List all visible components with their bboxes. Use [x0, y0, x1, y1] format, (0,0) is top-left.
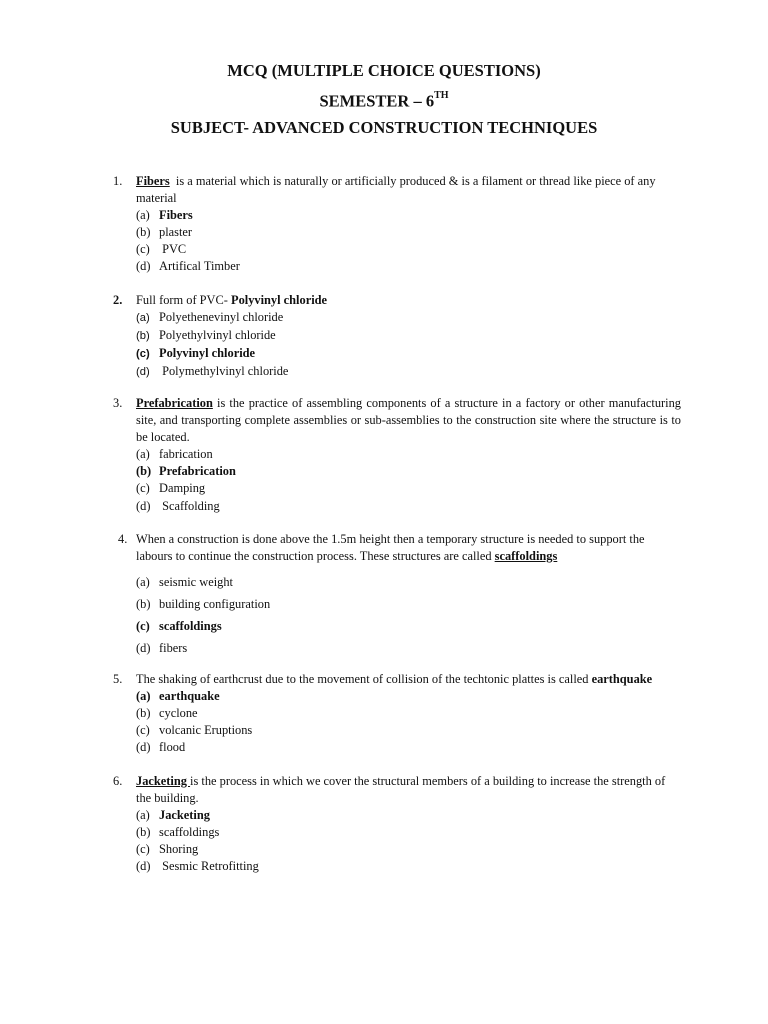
option-b	[136, 224, 681, 241]
option-a	[136, 688, 681, 705]
question-number: 3.	[113, 396, 123, 410]
stem-text: is a material which is naturally or artificially produced & is a filament or thread like piece of any material	[136, 174, 659, 206]
option-label: (c)	[136, 242, 150, 257]
option-label: (d)	[136, 498, 151, 513]
option-c	[136, 241, 681, 258]
subject-line: SUBJECT- ADVANCED CONSTRUCTION TECHNIQUES	[170, 117, 598, 137]
option-label: (d)	[136, 641, 151, 656]
option-text: fabrication	[159, 447, 213, 462]
option-label: (c)	[136, 481, 150, 496]
option-text: building configuration	[159, 597, 271, 612]
option-a	[136, 446, 681, 463]
options-list	[136, 688, 681, 756]
option-text: plaster	[159, 225, 193, 240]
option-d	[136, 258, 681, 275]
semester-superscript: TH	[434, 89, 449, 101]
option-label: (a)	[136, 575, 150, 590]
option-text: scaffoldings	[159, 619, 222, 634]
option-label: (d)	[136, 259, 151, 274]
option-text: cyclone	[159, 706, 198, 721]
option-label: (a)	[136, 689, 151, 704]
option-text: flood	[159, 740, 186, 755]
question-stem	[136, 395, 681, 446]
option-a	[136, 207, 681, 224]
option-text: Polyethylvinyl chloride	[159, 328, 276, 343]
option-text: scaffoldings	[159, 825, 220, 840]
option-a	[136, 571, 681, 593]
question-stem	[136, 773, 681, 807]
question-2	[113, 292, 681, 381]
document-header	[0, 58, 768, 141]
semester-text: SEMESTER – 6	[319, 91, 435, 110]
option-text: Sesmic Retrofitting	[159, 859, 259, 874]
option-label: (c)	[136, 348, 150, 361]
question-3	[113, 395, 681, 515]
options-list	[136, 571, 681, 659]
option-b	[136, 327, 681, 345]
option-text: Shoring	[159, 842, 199, 857]
question-number: 6.	[113, 774, 123, 788]
option-c	[136, 345, 681, 363]
option-d	[136, 637, 681, 659]
question-number: 2.	[113, 293, 123, 307]
stem-text: When a construction is done above the 1.5m height then a temporary structure is needed to support the labours to continue the construction process. These structures are called	[136, 532, 645, 564]
option-label: (b)	[136, 706, 151, 721]
options-list	[136, 207, 681, 275]
options-list	[136, 807, 681, 875]
option-b	[136, 705, 681, 722]
option-text: Scaffolding	[159, 498, 220, 513]
option-label: (b)	[136, 825, 151, 840]
option-label: (c)	[136, 619, 150, 634]
option-c	[136, 615, 681, 637]
question-stem	[136, 292, 681, 309]
option-text: volcanic Eruptions	[159, 723, 253, 738]
answer-blank: scaffoldings	[494, 549, 558, 564]
options-list	[136, 446, 681, 514]
question-number: 4.	[118, 532, 128, 546]
option-text: earthquake	[159, 689, 220, 704]
option-label: (c)	[136, 723, 150, 738]
option-text: Polyvinyl chloride	[159, 346, 256, 361]
answer-text: Polyvinyl chloride	[231, 293, 328, 307]
option-text: Damping	[159, 481, 206, 496]
option-text: Polyethenevinyl chloride	[159, 310, 284, 325]
question-stem	[136, 173, 681, 207]
question-1	[113, 173, 681, 276]
stem-text: The shaking of earthcrust due to the movement of collision of the techtonic plattes is called	[136, 672, 592, 686]
answer-text: earthquake	[591, 672, 653, 686]
option-label: (d)	[136, 859, 151, 874]
option-text: seismic weight	[159, 575, 233, 590]
option-b	[136, 824, 681, 841]
question-number: 5.	[113, 672, 123, 686]
question-5	[113, 671, 681, 756]
option-c	[136, 841, 681, 858]
option-b	[136, 463, 681, 480]
answer-blank: Fibers	[136, 174, 170, 188]
option-label: (b)	[136, 464, 152, 479]
question-number: 1.	[113, 174, 123, 188]
option-label: (b)	[136, 330, 150, 343]
option-d	[136, 858, 681, 875]
question-stem	[136, 671, 681, 688]
options-list	[136, 309, 681, 381]
stem-text: is the practice of assembling components of a structure in a factory or other manufacturing site, and transporting complete assemblies or sub-assemblies to the construction site where the structure is to be located.	[136, 396, 681, 445]
option-label: (b)	[136, 225, 151, 240]
stem-text: Full form of PVC-	[136, 293, 231, 307]
option-label: (b)	[136, 597, 151, 612]
option-label: (a)	[136, 208, 150, 223]
option-text: Jacketing	[159, 808, 210, 823]
answer-blank: Prefabrication	[136, 396, 213, 410]
option-b	[136, 593, 681, 615]
option-label: (d)	[136, 740, 151, 755]
option-label: (a)	[136, 808, 150, 823]
option-d	[136, 739, 681, 756]
doc-title: MCQ (MULTIPLE CHOICE QUESTIONS)	[227, 61, 541, 80]
question-4	[113, 531, 681, 659]
stem-text: is the process in which we cover the structural members of a building to increase the strength of the building.	[136, 774, 666, 806]
option-label: (a)	[136, 447, 150, 462]
option-d	[136, 363, 681, 381]
option-text: PVC	[159, 242, 187, 257]
option-d	[136, 498, 681, 515]
option-text: Prefabrication	[159, 464, 236, 479]
question-stem	[136, 531, 681, 565]
option-label: (a)	[136, 312, 150, 325]
option-label: (d)	[136, 366, 150, 379]
option-a	[136, 807, 681, 824]
option-text: Polymethylvinyl chloride	[159, 364, 289, 379]
option-label: (c)	[136, 842, 150, 857]
question-6	[113, 773, 681, 876]
option-c	[136, 722, 681, 739]
semester-line	[0, 85, 768, 115]
option-a	[136, 309, 681, 327]
option-c	[136, 480, 681, 497]
option-text: Artifical Timber	[159, 259, 240, 274]
option-text: Fibers	[159, 208, 193, 223]
answer-blank: Jacketing	[136, 774, 191, 788]
option-text: fibers	[159, 641, 188, 656]
